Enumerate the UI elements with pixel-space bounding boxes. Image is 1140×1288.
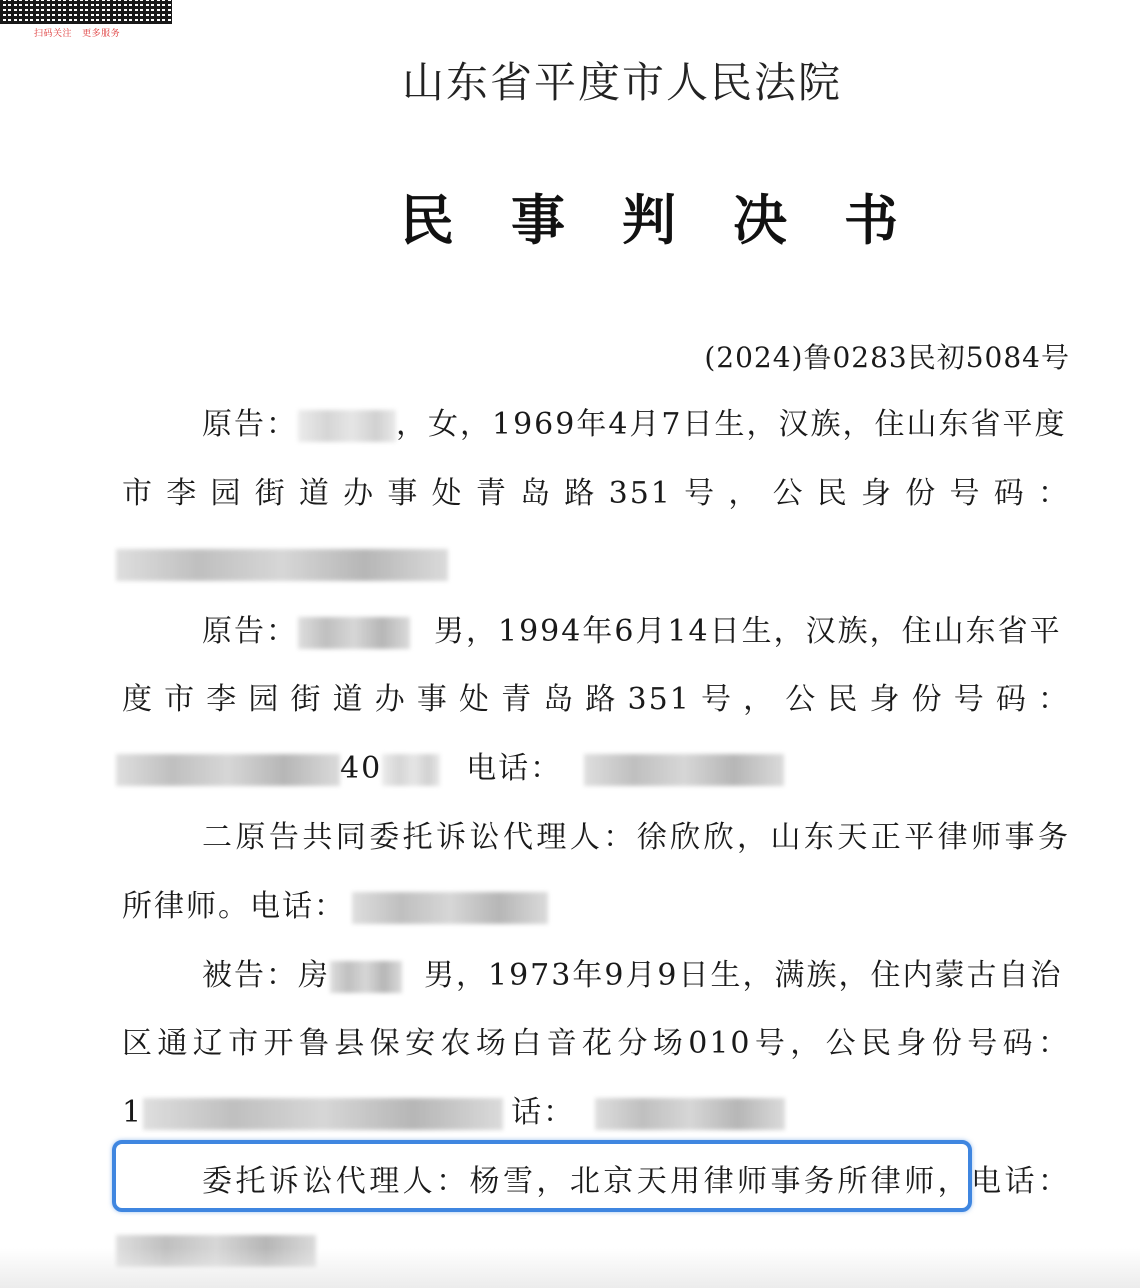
defendant-agent-line-1: 委托诉讼代理人：杨雪，北京天用律师事务所律师，电话： bbox=[202, 1164, 1070, 1199]
redacted-id-number bbox=[116, 549, 448, 581]
plaintiff-1-line-3 bbox=[116, 544, 448, 584]
bottom-fade bbox=[0, 1248, 1140, 1288]
plaintiff-1-line-2: 市李园街道办事处青岛路351号，公民身份号码： bbox=[122, 476, 1070, 511]
redacted-phone bbox=[595, 1098, 785, 1130]
document-title: 民事判决书 bbox=[400, 188, 955, 252]
highlight-box bbox=[112, 1140, 972, 1212]
redacted-id-number bbox=[143, 1098, 503, 1130]
case-number: (2024)鲁0283民初5084号 bbox=[704, 341, 1070, 374]
redacted-name bbox=[298, 410, 396, 442]
plaintiff-2-label: 原告： bbox=[202, 614, 298, 649]
id-fragment: 1 bbox=[122, 1095, 144, 1130]
defendant-details: 男，1973年9月9日生，满族，住内蒙古自治 bbox=[424, 958, 1063, 993]
redacted-phone bbox=[584, 754, 784, 786]
defendant-line-2: 区通辽市开鲁县保安农场白音花分场010号，公民身份号码： bbox=[122, 1026, 1070, 1061]
redacted-phone bbox=[352, 892, 548, 924]
phone-label: 话： bbox=[511, 1095, 576, 1130]
phone-label: 电话： bbox=[466, 751, 563, 786]
defendant-line-1 bbox=[202, 956, 1063, 996]
redacted-id-tail bbox=[382, 754, 440, 786]
defendant-label: 被告：房 bbox=[202, 958, 330, 993]
plaintiff-1-details: ，女，1969年4月7日生，汉族，住山东省平度 bbox=[396, 407, 1067, 442]
plaintiff-agent-phone-label: 所律师。电话： bbox=[122, 889, 346, 924]
plaintiff-agent-line-2 bbox=[122, 887, 548, 927]
plaintiff-2-line-3 bbox=[116, 749, 784, 789]
plaintiff-2-line-1 bbox=[202, 612, 1062, 652]
redacted-name bbox=[298, 617, 410, 649]
qr-caption: 扫码关注 更多服务 bbox=[34, 29, 121, 39]
plaintiff-2-line-2: 度市李园街道办事处青岛路351号，公民身份号码： bbox=[122, 682, 1070, 717]
plaintiff-agent-line-1: 二原告共同委托诉讼代理人：徐欣欣，山东天正平律师事务 bbox=[202, 820, 1070, 855]
court-name: 山东省平度市人民法院 bbox=[402, 58, 843, 107]
plaintiff-1-label: 原告： bbox=[202, 407, 298, 442]
plaintiff-1-line-1 bbox=[202, 405, 1067, 445]
defendant-line-3 bbox=[122, 1093, 785, 1133]
plaintiff-2-details: 男，1994年6月14日生，汉族，住山东省平 bbox=[434, 614, 1062, 649]
redacted-name bbox=[330, 961, 402, 993]
qr-code bbox=[0, 0, 172, 24]
id-fragment: 40 bbox=[340, 751, 383, 786]
redacted-id-number bbox=[116, 754, 340, 786]
